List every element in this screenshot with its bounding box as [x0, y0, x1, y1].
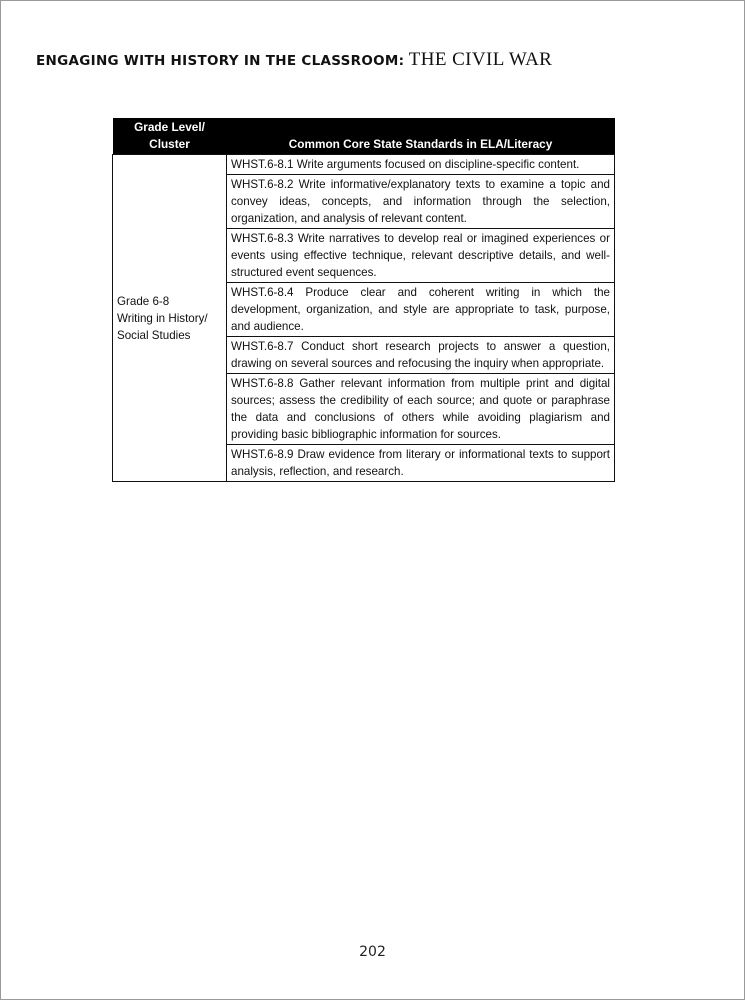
cluster-subject-line2: Social Studies	[117, 328, 191, 342]
cluster-subject-line1: Writing in History/	[117, 311, 208, 325]
standard-whst-2: WHST.6-8.2 Write informative/explanatory texts to examine a topic and convey ideas, concepts, and information through the selection, organization, and analysis of relevant content.	[227, 175, 615, 229]
standards-table	[112, 118, 615, 482]
standard-whst-7: WHST.6-8.7 Conduct short research projects to answer a question, drawing on several sources and refocusing the inquiry when appropriate.	[227, 337, 615, 374]
header-grade-level-line1: Grade Level/	[134, 120, 205, 134]
standard-whst-4: WHST.6-8.4 Produce clear and coherent writing in which the development, organization, and style are appropriate to task, purpose, and audience.	[227, 283, 615, 337]
cluster-grade: Grade 6-8	[117, 294, 170, 308]
cluster-cell	[113, 155, 227, 482]
standard-whst-3: WHST.6-8.3 Write narratives to develop real or imagined experiences or events using effective technique, relevant descriptive details, and well-structured event sequences.	[227, 229, 615, 283]
header-grade-level-line2: Cluster	[149, 137, 190, 151]
table-header-row	[113, 118, 615, 155]
page-number: 202	[359, 944, 386, 960]
running-head-series: ENGAGING WITH HISTORY IN THE CLASSROOM:	[36, 53, 405, 69]
running-head	[36, 48, 716, 73]
header-standards: Common Core State Standards in ELA/Literacy	[227, 118, 615, 155]
running-head-title: THE CIVIL WAR	[408, 49, 553, 70]
header-grade-level	[113, 118, 227, 155]
standard-whst-9: WHST.6-8.9 Draw evidence from literary or informational texts to support analysis, reflection, and research.	[227, 445, 615, 482]
standard-whst-1: WHST.6-8.1 Write arguments focused on discipline-specific content.	[227, 155, 615, 175]
table-row	[113, 155, 615, 175]
standard-whst-8: WHST.6-8.8 Gather relevant information from multiple print and digital sources; assess the credibility of each source; and quote or paraphrase the data and conclusions of others while avoiding plagiarism and providing basic bibliographic information for sources.	[227, 374, 615, 445]
